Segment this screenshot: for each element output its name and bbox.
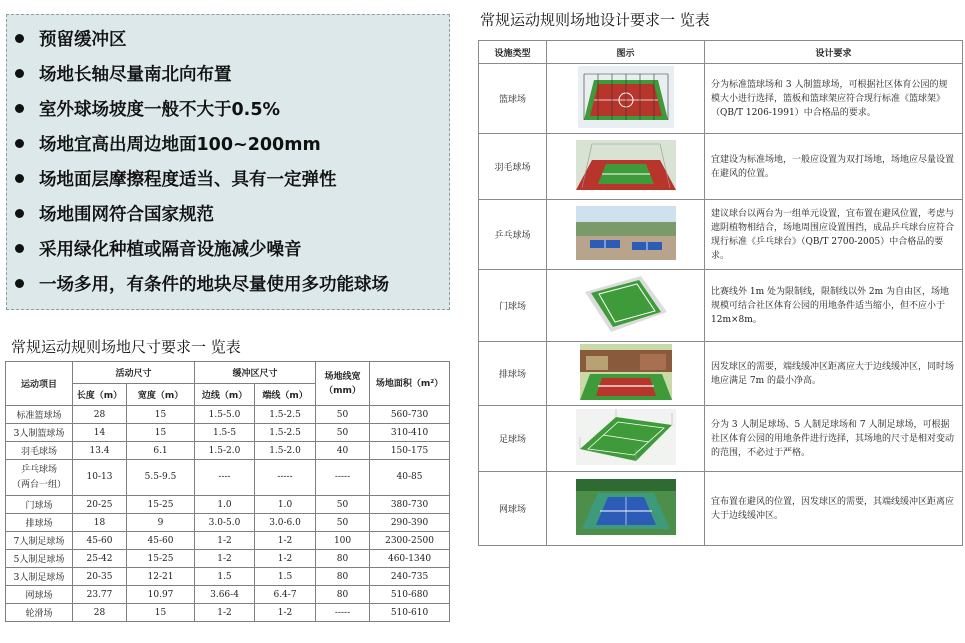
cell-line: 50 bbox=[316, 406, 370, 424]
table-row bbox=[6, 532, 450, 550]
cell-width: 6.1 bbox=[127, 442, 195, 460]
table-row bbox=[479, 134, 963, 200]
table-row bbox=[6, 442, 450, 460]
guidelines-list bbox=[7, 15, 449, 301]
guideline-item: 场地长轴尽量南北向布置 bbox=[7, 56, 449, 91]
table-row bbox=[6, 550, 450, 568]
col-header-line-width: 场地线宽（mm） bbox=[316, 362, 370, 406]
cell-area: 2300-2500 bbox=[370, 532, 450, 550]
court-illustration bbox=[547, 342, 705, 406]
cell-width: 15-25 bbox=[127, 550, 195, 568]
cell-side: 1.5-2.0 bbox=[195, 442, 255, 460]
design-requirement: 宜布置在避风的位置，因发球区的需要，其端线缓冲区距离应大于边线缓冲区。 bbox=[705, 472, 963, 546]
bullet-dot bbox=[15, 104, 24, 113]
cell-width: 15 bbox=[127, 406, 195, 424]
size-requirements-table bbox=[5, 361, 450, 622]
design-table-body bbox=[479, 64, 963, 546]
cell-width: 15-25 bbox=[127, 496, 195, 514]
cell-width: 10.97 bbox=[127, 586, 195, 604]
cell-area: 510-680 bbox=[370, 586, 450, 604]
cell-line: 50 bbox=[316, 514, 370, 532]
design-requirement: 分为 3 人制足球场、5 人制足球场和 7 人制足球场，可根据社区体育公园的用地条件进行选择，其场地的尺寸是相对变动的范围，不必过于严格。 bbox=[705, 406, 963, 472]
court-thumbnail-icon bbox=[576, 409, 676, 468]
bullet-dot bbox=[15, 69, 24, 78]
cell-area: 560-730 bbox=[370, 406, 450, 424]
table-row bbox=[479, 342, 963, 406]
cell-side: 1.5-5 bbox=[195, 424, 255, 442]
cell-end: 1-2 bbox=[255, 532, 316, 550]
table-row bbox=[479, 64, 963, 134]
cell-name: 5人制足球场 bbox=[6, 550, 73, 568]
table-row bbox=[6, 514, 450, 532]
size-table-body bbox=[6, 406, 450, 622]
col-header-length: 长度（m） bbox=[73, 384, 127, 406]
col-header-active: 活动尺寸 bbox=[73, 362, 195, 384]
table-row bbox=[479, 200, 963, 270]
cell-line: ----- bbox=[316, 604, 370, 622]
cell-end: 1.0 bbox=[255, 496, 316, 514]
cell-length: 23.77 bbox=[73, 586, 127, 604]
bullet-dot bbox=[15, 244, 24, 253]
table-row bbox=[6, 586, 450, 604]
table-row bbox=[6, 424, 450, 442]
cell-side: 3.0-5.0 bbox=[195, 514, 255, 532]
facility-type: 网球场 bbox=[479, 472, 547, 546]
bullet-dot bbox=[15, 34, 24, 43]
guideline-item: 预留缓冲区 bbox=[7, 21, 449, 56]
col-header-item: 运动项目 bbox=[6, 362, 73, 406]
cell-name: 排球场 bbox=[6, 514, 73, 532]
col-header-width: 宽度（m） bbox=[127, 384, 195, 406]
court-thumbnail-icon bbox=[576, 206, 676, 263]
cell-width: 45-60 bbox=[127, 532, 195, 550]
cell-length: 14 bbox=[73, 424, 127, 442]
cell-length: 13.4 bbox=[73, 442, 127, 460]
cell-end: 1.5-2.5 bbox=[255, 424, 316, 442]
cell-line: ----- bbox=[316, 460, 370, 496]
cell-width: 15 bbox=[127, 424, 195, 442]
cell-area: 150-175 bbox=[370, 442, 450, 460]
cell-length: 28 bbox=[73, 604, 127, 622]
facility-type: 足球场 bbox=[479, 406, 547, 472]
cell-width: 5.5-9.5 bbox=[127, 460, 195, 496]
cell-end: 1.5-2.0 bbox=[255, 442, 316, 460]
col-header-buffer: 缓冲区尺寸 bbox=[195, 362, 316, 384]
cell-area: 40-85 bbox=[370, 460, 450, 496]
cell-area: 460-1340 bbox=[370, 550, 450, 568]
court-illustration bbox=[547, 472, 705, 546]
cell-end: 6.4-7 bbox=[255, 586, 316, 604]
facility-type: 羽毛球场 bbox=[479, 134, 547, 200]
cell-name: 网球场 bbox=[6, 586, 73, 604]
cell-length: 18 bbox=[73, 514, 127, 532]
guideline-item: 场地围网符合国家规范 bbox=[7, 196, 449, 231]
cell-name: 3人制足球场 bbox=[6, 568, 73, 586]
col-header-facility-type: 设施类型 bbox=[479, 41, 547, 64]
cell-line: 100 bbox=[316, 532, 370, 550]
cell-length: 20-25 bbox=[73, 496, 127, 514]
cell-name: 门球场 bbox=[6, 496, 73, 514]
cell-area: 310-410 bbox=[370, 424, 450, 442]
size-table-caption: 常规运动规则场地尺寸要求一 览表 bbox=[11, 338, 241, 356]
cell-width: 9 bbox=[127, 514, 195, 532]
court-illustration bbox=[547, 200, 705, 270]
cell-name: 标准篮球场 bbox=[6, 406, 73, 424]
cell-line: 80 bbox=[316, 586, 370, 604]
col-header-design-req: 设计要求 bbox=[705, 41, 963, 64]
court-illustration bbox=[547, 134, 705, 200]
table-row bbox=[479, 270, 963, 342]
col-header-end: 端线（m） bbox=[255, 384, 316, 406]
cell-side: 1.5 bbox=[195, 568, 255, 586]
design-table-caption: 常规运动规则场地设计要求一 览表 bbox=[480, 11, 710, 29]
bullet-dot bbox=[15, 139, 24, 148]
table-row bbox=[6, 568, 450, 586]
cell-side: ---- bbox=[195, 460, 255, 496]
cell-end: 1.5 bbox=[255, 568, 316, 586]
facility-type: 排球场 bbox=[479, 342, 547, 406]
court-thumbnail-icon bbox=[576, 479, 676, 538]
cell-width: 15 bbox=[127, 604, 195, 622]
guideline-item: 一场多用，有条件的地块尽量使用多功能球场 bbox=[7, 266, 449, 301]
court-thumbnail-icon bbox=[578, 66, 674, 131]
guideline-item: 室外球场坡度一般不大于0.5% bbox=[7, 91, 449, 126]
design-requirement: 宜建设为标准场地，一般应设置为双打场地，场地应尽量设置在避风的位置。 bbox=[705, 134, 963, 200]
design-requirement: 比赛线外 1m 处为限制线，限制线以外 2m 为自由区，场地规模可结合社区体育公园的用地条件适当缩小，但不应小于 12m×8m。 bbox=[705, 270, 963, 342]
court-illustration bbox=[547, 270, 705, 342]
cell-area: 510-610 bbox=[370, 604, 450, 622]
court-thumbnail-icon bbox=[580, 344, 672, 403]
bullet-dot bbox=[15, 279, 24, 288]
cell-side: 1-2 bbox=[195, 604, 255, 622]
cell-area: 290-390 bbox=[370, 514, 450, 532]
table-row bbox=[6, 406, 450, 424]
guidelines-panel bbox=[6, 14, 450, 310]
cell-length: 10-13 bbox=[73, 460, 127, 496]
cell-end: ----- bbox=[255, 460, 316, 496]
design-requirement: 建议球台以两台为一组单元设置，宜布置在避风位置，考虑与遮阴植物相结合，场地周围应设置围挡，成品乒乓球台应符合现行标准《乒乓球台》（QB/T 2700-2005）中合格品的要求。 bbox=[705, 200, 963, 270]
cell-length: 20-35 bbox=[73, 568, 127, 586]
court-illustration bbox=[547, 406, 705, 472]
guideline-item: 采用绿化种植或隔音设施减少噪音 bbox=[7, 231, 449, 266]
cell-name: 乒乓球场 （两台一组） bbox=[6, 460, 73, 496]
guideline-item: 场地宜高出周边地面100~200mm bbox=[7, 126, 449, 161]
court-thumbnail-icon bbox=[581, 272, 671, 339]
cell-name: 轮滑场 bbox=[6, 604, 73, 622]
cell-end: 1.5-2.5 bbox=[255, 406, 316, 424]
cell-end: 1-2 bbox=[255, 604, 316, 622]
table-row bbox=[6, 496, 450, 514]
cell-name: 3人制篮球场 bbox=[6, 424, 73, 442]
cell-line: 80 bbox=[316, 568, 370, 586]
facility-type: 门球场 bbox=[479, 270, 547, 342]
facility-type: 篮球场 bbox=[479, 64, 547, 134]
cell-line: 80 bbox=[316, 550, 370, 568]
facility-type: 乒乓球场 bbox=[479, 200, 547, 270]
court-illustration bbox=[547, 64, 705, 134]
cell-area: 240-735 bbox=[370, 568, 450, 586]
design-requirement: 因发球区的需要，端线缓冲区距离应大于边线缓冲区，同时场地应满足 7m 的最小净高。 bbox=[705, 342, 963, 406]
col-header-area: 场地面积（m²） bbox=[370, 362, 450, 406]
cell-end: 1-2 bbox=[255, 550, 316, 568]
table-row bbox=[6, 460, 450, 496]
cell-side: 1-2 bbox=[195, 550, 255, 568]
cell-length: 45-60 bbox=[73, 532, 127, 550]
cell-side: 1-2 bbox=[195, 532, 255, 550]
design-requirements-table bbox=[478, 40, 963, 546]
guideline-item: 场地面层摩擦程度适当、具有一定弹性 bbox=[7, 161, 449, 196]
cell-length: 25-42 bbox=[73, 550, 127, 568]
cell-area: 380-730 bbox=[370, 496, 450, 514]
bullet-dot bbox=[15, 209, 24, 218]
bullet-dot bbox=[15, 174, 24, 183]
cell-side: 3.66-4 bbox=[195, 586, 255, 604]
col-header-illustration: 图示 bbox=[547, 41, 705, 64]
cell-side: 1.5-5.0 bbox=[195, 406, 255, 424]
court-thumbnail-icon bbox=[576, 140, 676, 193]
cell-name: 羽毛球场 bbox=[6, 442, 73, 460]
cell-side: 1.0 bbox=[195, 496, 255, 514]
cell-line: 50 bbox=[316, 424, 370, 442]
cell-width: 12-21 bbox=[127, 568, 195, 586]
col-header-side: 边线（m） bbox=[195, 384, 255, 406]
cell-length: 28 bbox=[73, 406, 127, 424]
table-row bbox=[6, 604, 450, 622]
table-row bbox=[479, 472, 963, 546]
cell-line: 40 bbox=[316, 442, 370, 460]
cell-line: 50 bbox=[316, 496, 370, 514]
design-requirement: 分为标准篮球场和 3 人制篮球场，可根据社区体育公园的规模大小进行选择，篮板和篮球架应符合现行标准《篮球架》（QB/T 1206-1991）中合格品的要求。 bbox=[705, 64, 963, 134]
table-row bbox=[479, 406, 963, 472]
cell-end: 3.0-6.0 bbox=[255, 514, 316, 532]
cell-name: 7人制足球场 bbox=[6, 532, 73, 550]
